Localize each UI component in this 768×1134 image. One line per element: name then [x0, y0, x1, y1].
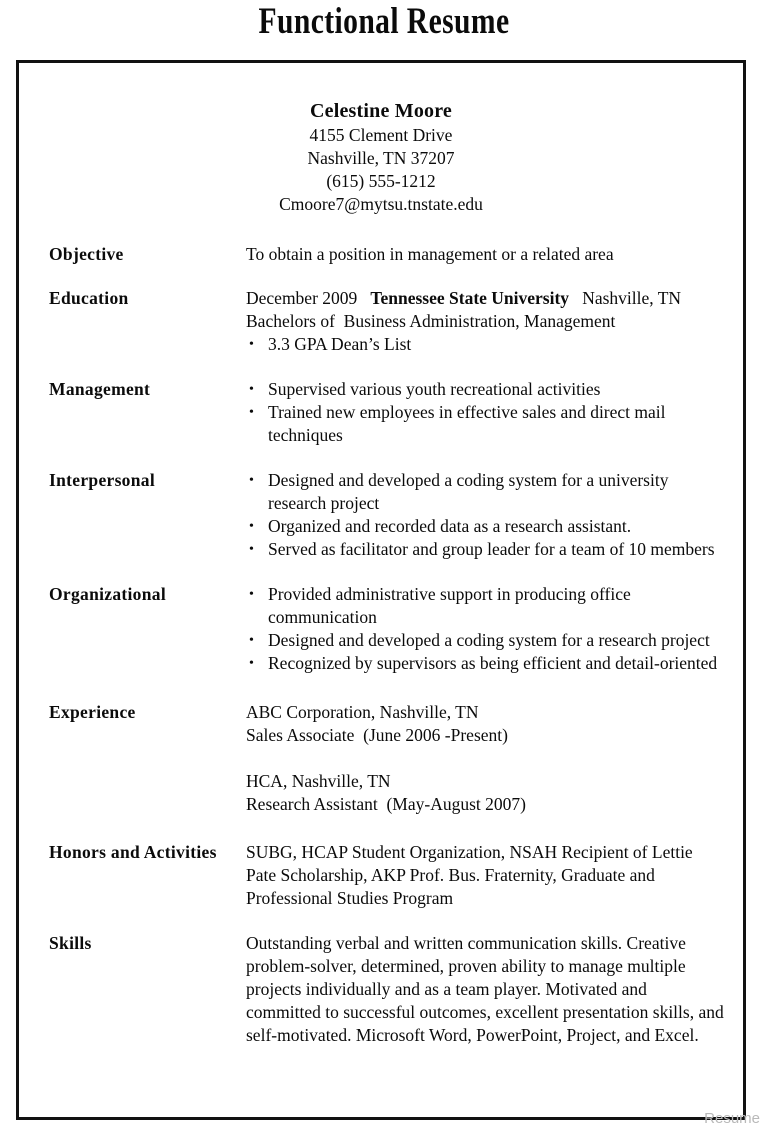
list-item: [246, 538, 725, 561]
bullet-icon: •: [249, 473, 254, 488]
education-bullet-list: [246, 333, 725, 356]
skills-text: Outstanding verbal and written communication skills. Creative problem-solver, determined, proven ability to manage multiple projects individually and as a team player. Motivated and committed to successful outcomes, excellent presentation skills, and self-motivated. Microsoft Word, PowerPoint, Project, and Excel.: [246, 933, 729, 1045]
bullet-text: Served as facilitator and group leader for a team of 10 members: [268, 539, 715, 559]
bullet-icon: •: [249, 337, 254, 352]
bullet-text: Supervised various youth recreational activities: [268, 379, 601, 399]
experience-employer: HCA, Nashville, TN: [246, 771, 391, 791]
education-school: Tennessee State University: [370, 288, 570, 308]
section-management: [19, 378, 743, 447]
section-objective: [19, 243, 743, 266]
contact-header: [19, 98, 743, 216]
interpersonal-bullet-list: [246, 469, 725, 561]
section-label-organizational: Organizational: [49, 584, 166, 604]
objective-text: To obtain a position in management or a related area: [246, 244, 614, 264]
education-heading-line: [246, 287, 725, 310]
candidate-phone: (615) 555-1212: [326, 171, 436, 191]
section-body-experience: [246, 701, 725, 816]
section-label-interpersonal: Interpersonal: [49, 470, 155, 490]
honors-text: SUBG, HCAP Student Organization, NSAH Recipient of Lettie Pate Scholarship, AKP Prof. Bus. Fraternity, Graduate and Professional Studies Program: [246, 842, 698, 908]
section-organizational: [19, 583, 743, 675]
bullet-text: Provided administrative support in producing office communication: [268, 584, 631, 627]
bullet-icon: •: [249, 656, 254, 671]
experience-employer: ABC Corporation, Nashville, TN: [246, 702, 479, 722]
section-body-honors: [246, 841, 725, 910]
education-date: December 2009: [246, 288, 358, 308]
section-experience: [19, 701, 743, 816]
section-body-organizational: [246, 583, 725, 675]
bullet-icon: •: [249, 542, 254, 557]
candidate-address: 4155 Clement Drive: [309, 125, 453, 145]
section-education: [19, 287, 743, 356]
candidate-email: Cmoore7@mytsu.tnstate.edu: [279, 194, 483, 214]
bullet-text: Recognized by supervisors as being efficient and detail-oriented: [268, 653, 718, 673]
section-interpersonal: [19, 469, 743, 561]
bullet-icon: •: [249, 405, 254, 420]
section-label-experience: Experience: [49, 702, 136, 722]
list-item: [246, 333, 725, 356]
bullet-icon: •: [249, 587, 254, 602]
section-body-education: [246, 287, 725, 356]
section-body-management: [246, 378, 725, 447]
section-body-skills: [246, 932, 729, 1047]
organizational-bullet-list: [246, 583, 725, 675]
list-item: [246, 378, 725, 401]
list-item: [246, 401, 725, 447]
list-item: [246, 629, 725, 652]
management-bullet-list: [246, 378, 725, 447]
list-item: [246, 515, 725, 538]
experience-role: Sales Associate (June 2006 -Present): [246, 725, 508, 745]
experience-role: Research Assistant (May-August 2007): [246, 794, 526, 814]
bullet-icon: •: [249, 519, 254, 534]
bullet-text: Organized and recorded data as a research assistant.: [268, 516, 632, 536]
education-degree: Bachelors of Business Administration, Management: [246, 311, 616, 331]
bullet-text: Designed and developed a coding system for a research project: [268, 630, 710, 650]
section-body-interpersonal: [246, 469, 725, 561]
bullet-icon: •: [249, 382, 254, 397]
list-item: [246, 469, 725, 515]
section-skills: [19, 932, 743, 1047]
bullet-text: Designed and developed a coding system for a university research project: [268, 470, 669, 513]
resume-frame: [16, 60, 746, 1120]
section-label-objective: Objective: [49, 244, 124, 264]
list-item: [246, 652, 725, 675]
section-body-objective: [246, 243, 725, 266]
experience-spacer: [246, 747, 725, 770]
section-label-management: Management: [49, 379, 151, 399]
section-label-honors: Honors and Activities: [49, 842, 217, 862]
candidate-city-state-zip: Nashville, TN 37207: [307, 148, 455, 168]
page-title: Functional Resume: [258, 1, 510, 42]
bullet-icon: •: [249, 633, 254, 648]
candidate-name: Celestine Moore: [309, 100, 453, 122]
education-location: Nashville, TN: [582, 288, 682, 308]
section-label-skills: Skills: [49, 933, 92, 953]
bullet-text: Trained new employees in effective sales and direct mail techniques: [268, 402, 666, 445]
education-bullet-text: 3.3 GPA Dean’s List: [268, 334, 412, 354]
watermark-label: Resume: [704, 1110, 760, 1127]
section-label-education: Education: [49, 288, 129, 308]
list-item: [246, 583, 725, 629]
section-honors-and-activities: [19, 841, 743, 910]
